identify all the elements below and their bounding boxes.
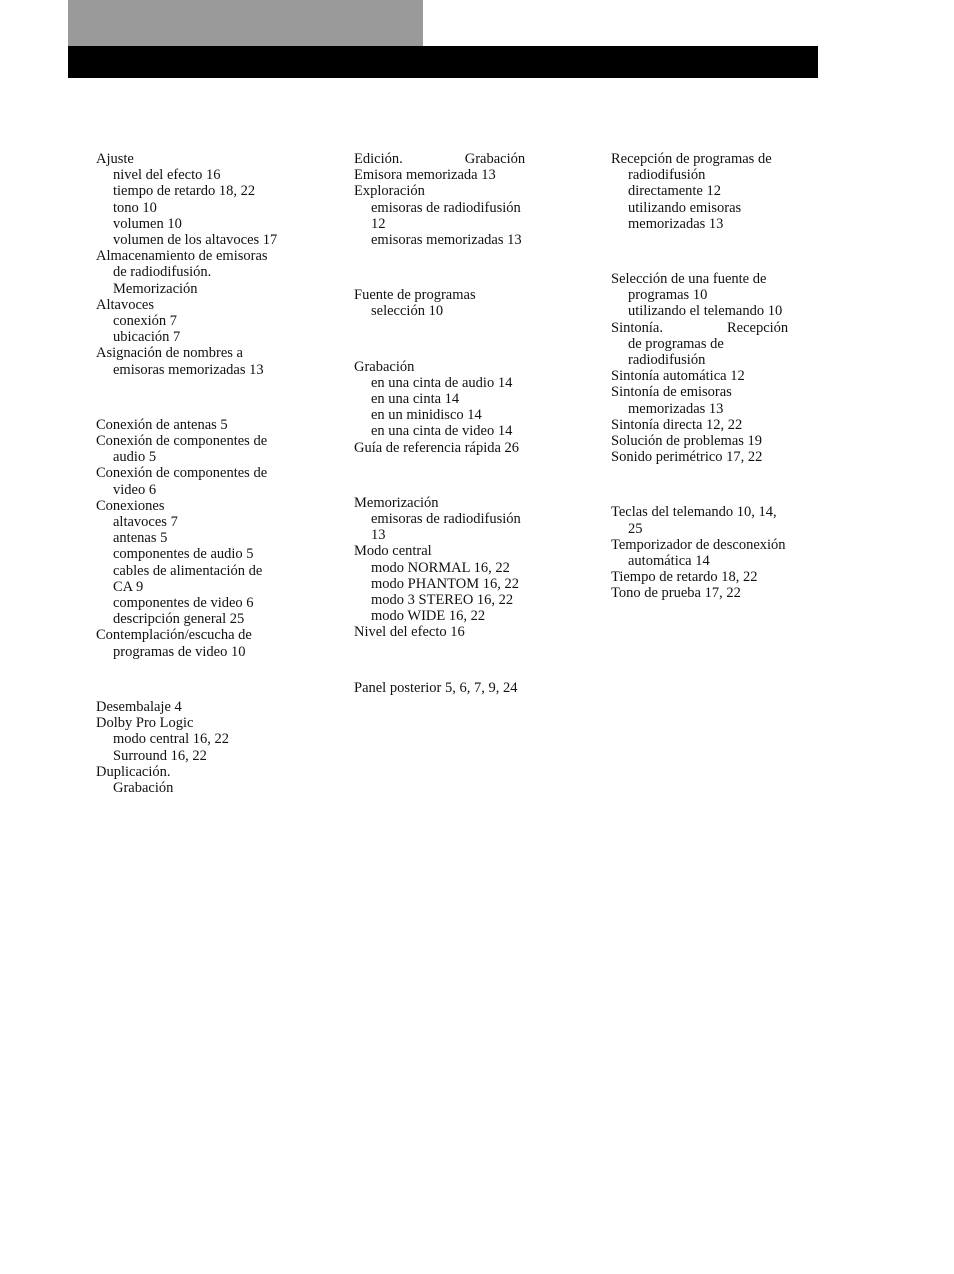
index-entry: Temporizador de desconexión — [611, 536, 786, 553]
index-entry: Nivel del efecto 16 — [354, 624, 465, 641]
section-gap — [96, 660, 331, 699]
index-entry-term: Sintonía. — [611, 319, 663, 336]
index-cross-reference: Memorización — [113, 280, 198, 297]
index-entry-continuation: automática 14 — [628, 553, 710, 570]
section-gap — [611, 232, 846, 271]
index-entry — [611, 320, 846, 336]
index-subentry: emisoras de radiodifusión — [371, 199, 521, 216]
index-subentry: modo central 16, 22 — [113, 731, 229, 748]
index-entry-continuation: memorizadas 13 — [628, 400, 724, 417]
index-subentry: Surround 16, 22 — [113, 747, 207, 764]
index-subentry: tiempo de retardo 18, 22 — [113, 183, 256, 200]
index-subentry: tono 10 — [113, 199, 157, 216]
index-subentry: antenas 5 — [113, 530, 168, 547]
index-column-1 — [96, 151, 331, 796]
index-subentry: conexión 7 — [113, 313, 178, 330]
section-gap — [354, 248, 589, 287]
index-entry-continuation: video 6 — [113, 481, 157, 498]
index-subentry: en una cinta de video 14 — [371, 423, 513, 440]
section-gap — [354, 641, 589, 680]
index-entry-continuation: programas de video 10 — [113, 643, 246, 660]
index-subentry: componentes de video 6 — [113, 595, 254, 612]
index-subentry: emisoras de radiodifusión — [371, 511, 521, 528]
index-entry: Sintonía de emisoras — [611, 384, 732, 401]
index-entry: Conexiones — [96, 497, 165, 514]
index-column-2 — [354, 151, 589, 696]
index-cross-reference: Grabación — [113, 779, 174, 796]
index-subentry: en una cinta de audio 14 — [371, 374, 513, 391]
index-subentry: selección 10 — [371, 303, 444, 320]
index-subentry: utilizando el telemando 10 — [628, 303, 783, 320]
index-entry: Conexión de antenas 5 — [96, 416, 228, 433]
index-cross-reference: radiodifusión — [628, 352, 706, 369]
index-entry-continuation: emisoras memorizadas 13 — [113, 361, 264, 378]
section-gap — [611, 465, 846, 504]
index-entry: Ajuste — [96, 151, 134, 167]
index-entry: Desembalaje 4 — [96, 698, 182, 715]
index-entry: Tiempo de retardo 18, 22 — [611, 569, 758, 586]
index-entry: Selección de una fuente de — [611, 271, 767, 288]
index-entry-continuation: programas 10 — [628, 287, 708, 304]
index-entry: Almacenamiento de emisoras — [96, 248, 268, 265]
index-subentry: directamente 12 — [628, 183, 721, 200]
index-subentry: modo WIDE 16, 22 — [371, 608, 486, 625]
index-subentry-continuation: 13 — [371, 527, 386, 544]
index-entry-continuation: radiodifusión — [628, 167, 706, 184]
index-entry: Altavoces — [96, 296, 154, 313]
index-subentry: en un minidisco 14 — [371, 407, 482, 424]
index-entry: Duplicación. — [96, 763, 171, 780]
header-black-bar — [68, 46, 818, 78]
index-cross-reference: Recepción — [726, 319, 789, 336]
index-entry: Exploración — [354, 183, 425, 200]
index-entry: Fuente de programas — [354, 287, 476, 304]
section-gap — [354, 456, 589, 495]
index-entry: Sonido perimétrico 17, 22 — [611, 449, 763, 466]
index-subentry: altavoces 7 — [113, 514, 178, 531]
index-cross-reference: Grabación — [464, 151, 526, 167]
index-entry: Panel posterior 5, 6, 7, 9, 24 — [354, 679, 518, 696]
index-column-3 — [611, 151, 846, 602]
index-entry-term: Edición. — [354, 151, 403, 167]
index-entry-continuation: de radiodifusión. — [113, 264, 212, 281]
index-entry: Dolby Pro Logic — [96, 715, 194, 732]
index-subentry: nivel del efecto 16 — [113, 167, 221, 184]
index-subentry: volumen 10 — [113, 215, 182, 232]
index-entry: Teclas del telemando 10, 14, — [611, 504, 777, 521]
index-entry: Recepción de programas de — [611, 151, 772, 167]
index-entry-continuation: 25 — [628, 520, 643, 537]
index-subentry: descripción general 25 — [113, 611, 245, 628]
index-subentry: utilizando emisoras — [628, 199, 742, 216]
index-subentry: modo NORMAL 16, 22 — [371, 559, 510, 576]
index-entry: Memorización — [354, 494, 439, 511]
index-entry: Grabación — [354, 358, 415, 375]
index-entry: Sintonía directa 12, 22 — [611, 416, 743, 433]
index-entry: Sintonía automática 12 — [611, 368, 745, 385]
index-entry: Modo central — [354, 543, 432, 560]
index-entry-continuation: audio 5 — [113, 449, 157, 466]
index-entry: Contemplación/escucha de — [96, 627, 252, 644]
index-entry: Tono de prueba 17, 22 — [611, 585, 741, 602]
index-subentry-continuation: 12 — [371, 215, 386, 232]
index-subentry: modo 3 STEREO 16, 22 — [371, 592, 514, 609]
index-subentry: en una cinta 14 — [371, 391, 460, 408]
header-gray-band — [68, 0, 423, 46]
index-subentry-continuation: memorizadas 13 — [628, 215, 724, 232]
section-gap — [354, 320, 589, 359]
index-subentry: volumen de los altavoces 17 — [113, 232, 278, 249]
index-entry: Conexión de componentes de — [96, 465, 268, 482]
index-subentry-continuation: CA 9 — [113, 578, 144, 595]
index-subentry: emisoras memorizadas 13 — [371, 232, 522, 249]
index-entry: Guía de referencia rápida 26 — [354, 439, 520, 456]
index-entry — [354, 151, 589, 167]
index-subentry: cables de alimentación de — [113, 562, 263, 579]
index-subentry: modo PHANTOM 16, 22 — [371, 575, 519, 592]
index-entry: Asignación de nombres a — [96, 345, 243, 362]
index-subentry: ubicación 7 — [113, 329, 181, 346]
section-gap — [96, 378, 331, 417]
index-cross-reference: de programas de — [628, 335, 724, 352]
index-entry: Emisora memorizada 13 — [354, 167, 496, 184]
index-entry: Conexión de componentes de — [96, 433, 268, 450]
index-subentry: componentes de audio 5 — [113, 546, 254, 563]
index-entry: Solución de problemas 19 — [611, 433, 763, 450]
